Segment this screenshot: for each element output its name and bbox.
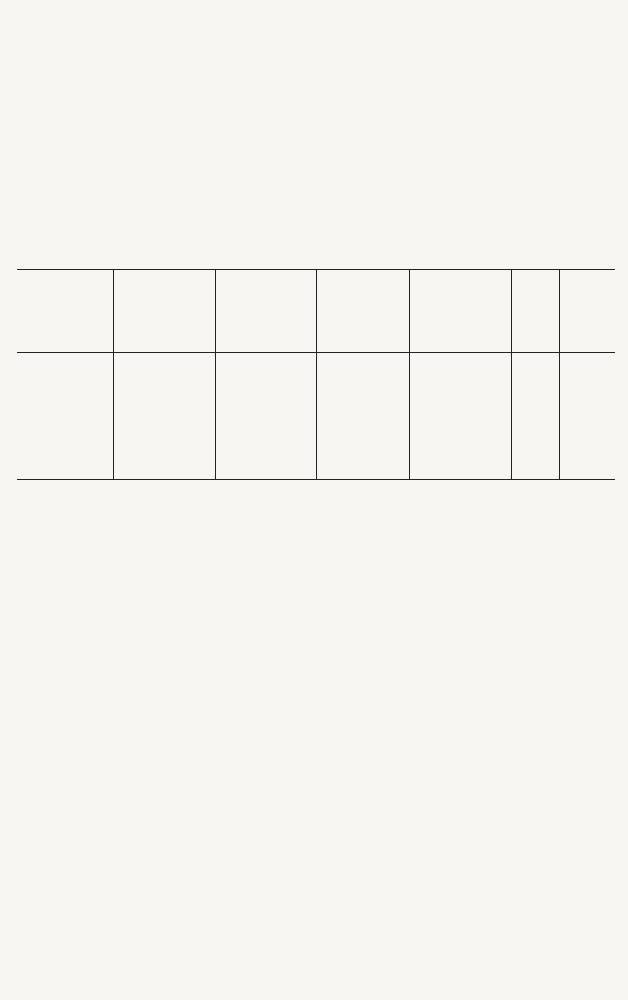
table-col-divider	[316, 269, 317, 479]
table-caption	[17, 213, 613, 230]
table-col-divider	[113, 269, 114, 479]
caption-line	[17, 213, 613, 230]
running-header	[20, 8, 608, 30]
results-table	[17, 269, 615, 480]
table-col-divider	[409, 269, 410, 479]
table-col-divider	[215, 269, 216, 479]
table-col-divider	[559, 269, 560, 479]
table-rule-bottom	[17, 479, 615, 480]
table-col-divider	[511, 269, 512, 479]
